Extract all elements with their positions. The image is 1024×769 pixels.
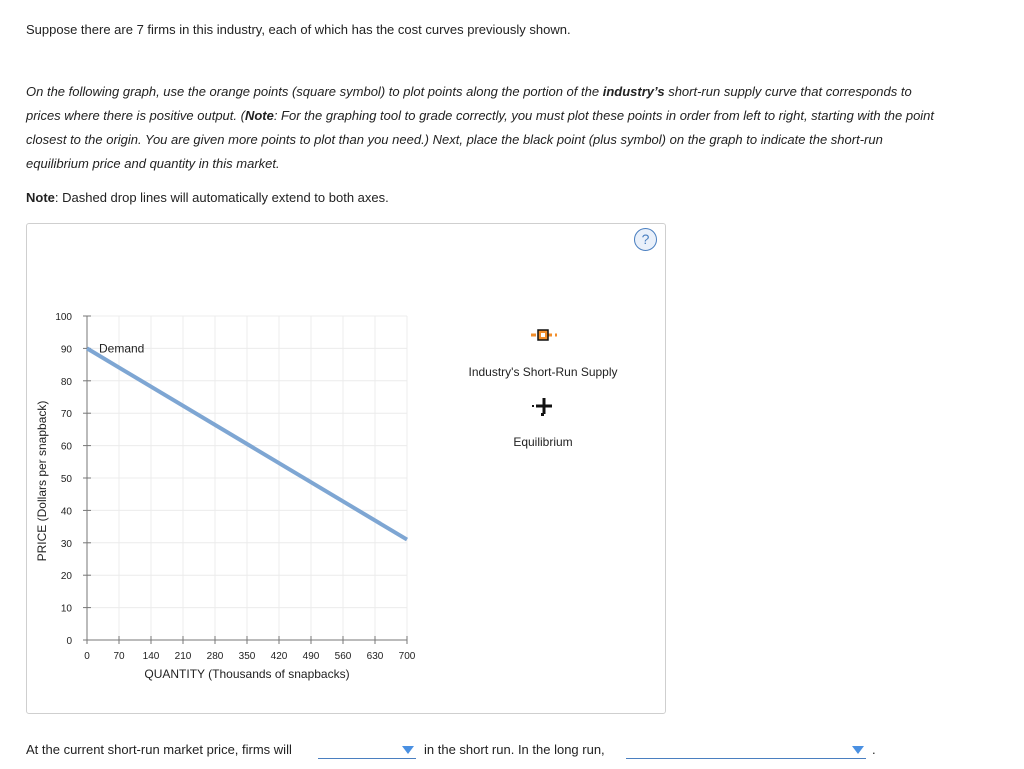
note-label: Note <box>26 190 55 205</box>
instr-part3: : For the graphing tool to grade correctly, you must plot these points in order from left to right, starting with the point closest to the origin. You are given more points to plot than you need.) Next, place the black point (plus symbol) on the graph to indicate the short-run equilibrium price and quantity in this market. <box>26 108 935 171</box>
x-tick-label: 210 <box>174 651 192 662</box>
dropdown-long-run[interactable] <box>626 740 866 759</box>
chevron-down-icon <box>402 746 414 754</box>
chart-grid <box>87 316 407 640</box>
x-tick-label: 700 <box>398 651 416 662</box>
y-tick-label: 80 <box>60 376 72 388</box>
legend-supply-tool[interactable] <box>531 330 557 340</box>
y-tick-label: 50 <box>60 474 72 485</box>
x-axis-label: QUANTITY (Thousands of snapbacks) <box>144 667 350 681</box>
y-tick-label: 60 <box>60 441 72 453</box>
dropdown-short-run[interactable] <box>318 740 416 759</box>
x-tick-label: 0 <box>84 651 90 662</box>
y-tick-label: 100 <box>55 312 72 323</box>
legend-equilibrium-label: Equilibrium <box>513 435 573 449</box>
y-tick-label: 90 <box>60 344 72 356</box>
y-tick-label: 40 <box>60 506 72 518</box>
instr-bold-note: Note <box>244 108 274 123</box>
y-tick-label: 0 <box>66 636 72 647</box>
y-tick-label: 20 <box>60 571 72 583</box>
square-point-inner <box>541 333 545 337</box>
legend-supply-label: Industry's Short-Run Supply <box>468 365 618 379</box>
legend-equilibrium-tool[interactable] <box>532 398 552 416</box>
bottom-text-3: . <box>872 742 876 757</box>
x-tick-label: 350 <box>238 651 256 662</box>
x-tick-label: 420 <box>270 651 288 662</box>
x-tick-label: 140 <box>142 651 160 662</box>
y-tick-label: 10 <box>60 603 72 615</box>
instr-part2: short-run supply curve that corresponds to prices where there is positive output. ( <box>26 84 912 123</box>
x-tick-label: 560 <box>334 651 352 662</box>
bottom-text-1: At the current short-run market price, firms will <box>26 742 292 757</box>
x-tick-label: 630 <box>366 651 384 662</box>
x-tick-label: 70 <box>113 651 125 662</box>
plus-point-icon <box>541 413 544 416</box>
bottom-text-2: in the short run. In the long run, <box>424 742 605 757</box>
x-tick-label: 280 <box>206 651 224 662</box>
help-icon[interactable]: ? <box>634 228 657 251</box>
demand-curve-label: Demand <box>99 341 145 356</box>
intro-text: Suppose there are 7 firms in this industry, each of which has the cost curves previously shown. <box>26 22 571 37</box>
bottom-question <box>26 742 1016 764</box>
x-tick-label: 490 <box>302 651 320 662</box>
chart-ticks <box>55 312 415 662</box>
note-body: : Dashed drop lines will automatically extend to both axes. <box>54 190 389 205</box>
instr-bold-industry: industry’s <box>602 84 665 99</box>
y-tick-label: 30 <box>60 538 72 550</box>
y-tick-label: 70 <box>60 409 72 421</box>
y-axis-label: PRICE (Dollars per snapback) <box>35 400 49 562</box>
instr-part1: On the following graph, use the orange points (square symbol) to plot points along the portion of the <box>26 84 603 99</box>
chevron-down-icon <box>852 746 864 754</box>
